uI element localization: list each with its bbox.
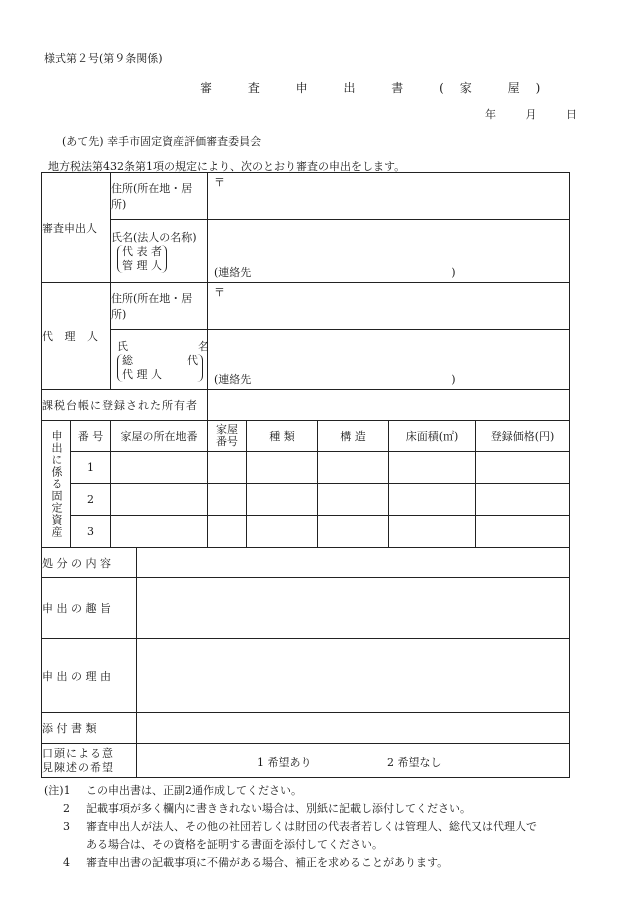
application-form-table (41, 172, 570, 778)
reason-label: 申 出 の 理 由 (42, 639, 137, 713)
purpose-label: 申 出 の 趣 旨 (42, 578, 137, 639)
note-item: 4 審査申出書の記載事項に不備がある場合、補正を求めることがあります。 (63, 856, 449, 869)
property-header-house-number: 家屋番号 (208, 421, 247, 452)
disposition-field[interactable] (137, 548, 570, 578)
property-house-number-cell[interactable] (208, 452, 247, 484)
property-value-cell[interactable] (476, 452, 570, 484)
agent-name-label: 氏 名 総 代 代 理 人 (111, 330, 208, 390)
property-section-label: 申出に係る固定資産 (42, 421, 71, 548)
property-value-cell[interactable] (476, 516, 570, 548)
registered-owner-field[interactable] (208, 390, 570, 421)
property-header-floor-area: 床面積(㎡) (389, 421, 476, 452)
form-number: 様式第２号(第９条関係) (44, 52, 163, 65)
property-row-number: 3 (71, 516, 111, 548)
oral-hearing-option-yes[interactable]: 1 希望あり (257, 756, 312, 769)
applicant-address-field[interactable] (208, 173, 570, 220)
property-type-cell[interactable] (247, 484, 318, 516)
property-row-number: 1 (71, 452, 111, 484)
date-month: 月 (525, 108, 537, 121)
applicant-name-bracket: 代 表 者 管 理 人 (117, 245, 167, 273)
registered-owner-label: 課税台帳に登録された所有者 (42, 390, 208, 421)
property-structure-cell[interactable] (318, 516, 389, 548)
notes-section (44, 782, 537, 872)
attachments-field[interactable] (137, 713, 570, 744)
applicant-name-field[interactable] (208, 220, 570, 283)
postal-mark: 〒 (214, 176, 225, 189)
agent-name-field[interactable] (208, 330, 570, 390)
note-item: 2 記載事項が多く欄内に書ききれない場合は、別紙に記載し添付してください。 (63, 802, 471, 815)
note-item: 3 審査申出人が法人、その他の社団若しくは財団の代表者若しくは管理人、総代又は代理人で (63, 820, 537, 833)
agent-address-label: 住所(所在地・居所) (111, 283, 208, 330)
attachments-label: 添 付 書 類 (42, 713, 137, 744)
property-floor-area-cell[interactable] (389, 516, 476, 548)
property-type-cell[interactable] (247, 452, 318, 484)
postal-mark: 〒 (214, 286, 225, 299)
property-location-cell[interactable] (111, 516, 208, 548)
property-type-cell[interactable] (247, 516, 318, 548)
oral-hearing-options[interactable] (137, 744, 570, 778)
property-structure-cell[interactable] (318, 452, 389, 484)
applicant-address-label: 住所(所在地・居所) (111, 173, 208, 220)
property-house-number-cell[interactable] (208, 516, 247, 548)
property-header-assessed-value: 登録価格(円) (476, 421, 570, 452)
oral-hearing-label: 口頭による意 見陳述の希望 (42, 744, 137, 778)
agent-address-field[interactable] (208, 283, 570, 330)
property-location-cell[interactable] (111, 452, 208, 484)
property-value-cell[interactable] (476, 484, 570, 516)
disposition-label: 処 分 の 内 容 (42, 548, 137, 578)
reason-field[interactable] (137, 639, 570, 713)
property-row-number: 2 (71, 484, 111, 516)
property-header-structure: 構 造 (318, 421, 389, 452)
addressee: (あて先) 幸手市固定資産評価審査委員会 (62, 135, 262, 148)
property-header-type: 種 類 (247, 421, 318, 452)
property-house-number-cell[interactable] (208, 484, 247, 516)
agent-contact: (連絡先 ) (214, 373, 456, 386)
preamble: 地方税法第432条第1項の規定により、次のとおり審査の申出をします。 (48, 160, 406, 173)
purpose-field[interactable] (137, 578, 570, 639)
property-floor-area-cell[interactable] (389, 484, 476, 516)
applicant-section-label: 審査申出人 (42, 173, 111, 283)
date-day: 日 (566, 108, 577, 121)
applicant-contact: (連絡先 ) (214, 266, 456, 279)
note-item: (注)1 この申出書は、正副2通作成してください。 (44, 784, 302, 797)
agent-name-bracket: 総 代 代 理 人 (117, 354, 203, 382)
property-structure-cell[interactable] (318, 484, 389, 516)
property-location-cell[interactable] (111, 484, 208, 516)
property-floor-area-cell[interactable] (389, 452, 476, 484)
property-header-location: 家屋の所在地番 (111, 421, 208, 452)
document-title: 審 査 申 出 書 (家 屋) (200, 81, 557, 95)
date-line (459, 106, 577, 122)
date-year: 年 (485, 108, 496, 121)
note-item: ある場合は、その資格を証明する書面を添付してください。 (86, 838, 383, 851)
oral-hearing-option-no[interactable]: 2 希望なし (387, 756, 442, 769)
agent-section-label: 代 理 人 (42, 283, 111, 390)
property-header-number: 番 号 (71, 421, 111, 452)
applicant-name-label: 氏名(法人の名称) 代 表 者 管 理 人 (111, 220, 208, 283)
